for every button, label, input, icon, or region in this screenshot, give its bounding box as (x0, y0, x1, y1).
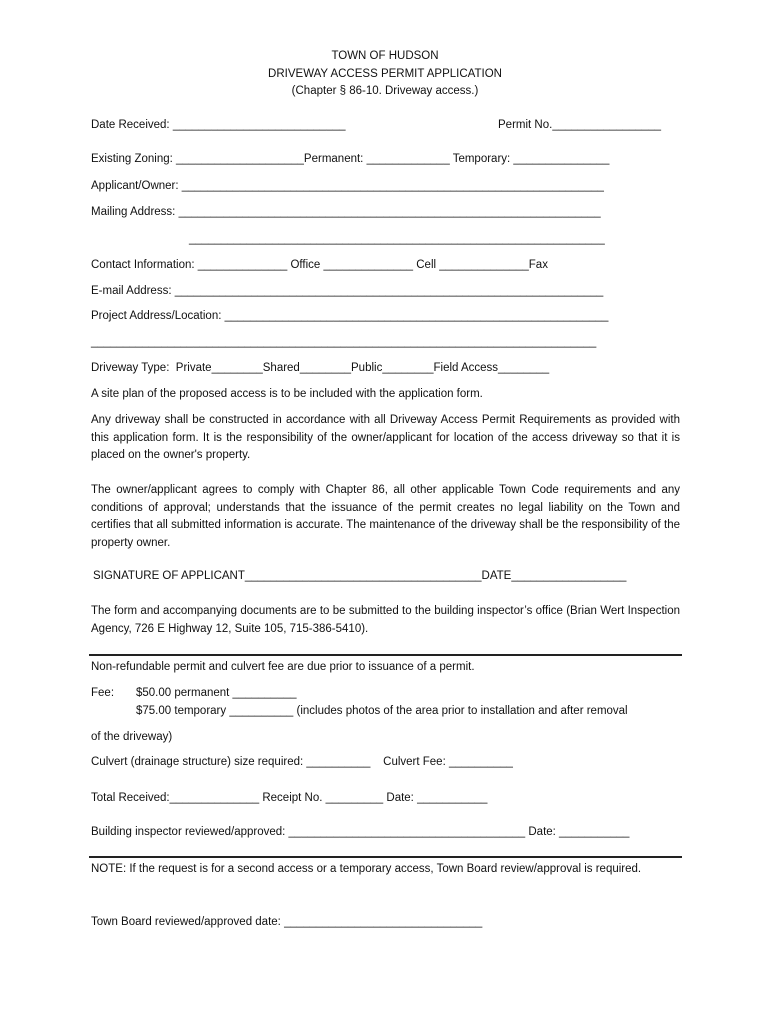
section-divider (89, 654, 682, 656)
nonrefundable-note: Non-refundable permit and culvert fee are due prior to issuance of a permit. (91, 661, 475, 673)
note-text: NOTE: If the request is for a second access or a temporary access, Town Board review/approval is required. (91, 863, 642, 875)
town-board-approval-field[interactable]: Town Board reviewed/approved date: _______________________________ (91, 916, 483, 928)
signature-line[interactable]: SIGNATURE OF APPLICANT_____________________________________DATE__________________ (93, 570, 627, 582)
project-address-line2[interactable]: _______________________________________________________________________________ (91, 336, 597, 348)
submission-paragraph: The form and accompanying documents are to be submitted to the building inspector’s office (Brian Wert Inspection Agency, 726 E Highway 12, Suite 105, 715-386-5410). (91, 605, 680, 635)
town-name: TOWN OF HUDSON (331, 50, 439, 62)
culvert-field[interactable]: Culvert (drainage structure) size required: __________ Culvert Fee: __________ (91, 756, 513, 768)
chapter-reference: (Chapter § 86-10. Driveway access.) (291, 85, 479, 97)
email-address-field[interactable]: E-mail Address: ___________________________________________________________________ (91, 285, 604, 297)
temporary-fee-continued: of the driveway) (91, 731, 173, 743)
contact-information-field[interactable]: Contact Information: ______________ Office ______________ Cell ______________Fax (91, 259, 548, 271)
agreement-paragraph: The owner/applicant agrees to comply with Chapter 86, all other applicable Town Code requirements and any conditions of approval; understands that the issuance of the permit creates no legal liability on the Town and certifies that all submitted information is accurate. The maintenance of the driveway shall be the responsibility of the property owner. (91, 484, 680, 549)
form-title: DRIVEWAY ACCESS PERMIT APPLICATION (268, 68, 502, 80)
permanent-fee-field[interactable]: $50.00 permanent __________ (136, 687, 297, 699)
date-received-field[interactable]: Date Received: ___________________________ (91, 119, 346, 131)
construction-paragraph: Any driveway shall be constructed in accordance with all Driveway Access Permit Requirements as provided with this application form. It is the responsibility of the owner/applicant for location of the access driveway so that it is placed on the owner's property. (91, 414, 680, 461)
permit-no-field[interactable]: Permit No._________________ (498, 119, 662, 131)
note-divider (89, 856, 682, 858)
fee-label: Fee: (91, 687, 115, 699)
site-plan-note: A site plan of the proposed access is to be included with the application form. (91, 388, 483, 400)
inspector-approval-field[interactable]: Building inspector reviewed/approved: _____________________________________ Date: ___________ (91, 826, 630, 838)
driveway-type-field[interactable]: Driveway Type: Private________Shared________Public________Field Access________ (91, 362, 550, 374)
project-address-field[interactable]: Project Address/Location: ____________________________________________________________ (91, 310, 609, 322)
applicant-owner-field[interactable]: Applicant/Owner: __________________________________________________________________ (91, 180, 604, 192)
mailing-address-field[interactable]: Mailing Address: __________________________________________________________________ (91, 206, 601, 218)
zoning-field[interactable]: Existing Zoning: ____________________Permanent: _____________ Temporary: _______________ (91, 153, 610, 165)
total-received-field[interactable]: Total Received:______________ Receipt No. _________ Date: ___________ (91, 792, 488, 804)
temporary-fee-field[interactable]: $75.00 temporary __________ (includes photos of the area prior to installation and after removal (136, 705, 628, 717)
mailing-address-line2[interactable]: _________________________________________________________________ (189, 233, 605, 245)
